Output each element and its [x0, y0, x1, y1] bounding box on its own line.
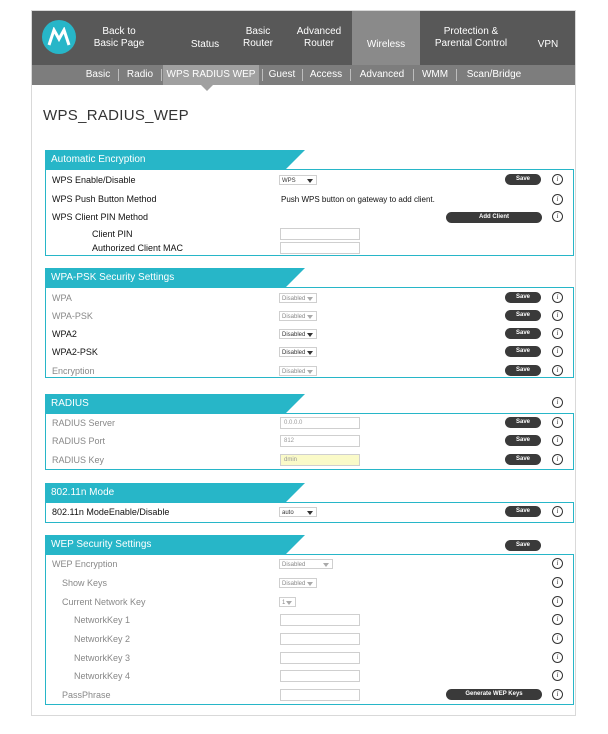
subnav-guest[interactable]: Guest — [268, 69, 296, 80]
section-title: 802.11n Mode — [51, 487, 115, 498]
chevron-down-icon — [323, 563, 329, 567]
save-button-encryption[interactable]: Save — [505, 365, 541, 376]
nav-wireless[interactable] — [352, 11, 420, 65]
nav-basic-router[interactable] — [230, 11, 286, 65]
info-icon[interactable]: i — [552, 558, 563, 569]
select-value: WPS — [282, 178, 296, 184]
header-tab-corner — [285, 150, 305, 170]
authorized-mac-input[interactable] — [280, 242, 360, 254]
wpa-label: WPA — [52, 293, 72, 303]
chevron-down-icon — [307, 297, 313, 301]
select-value: 1 — [282, 600, 286, 606]
info-icon[interactable]: i — [552, 633, 563, 644]
subnav-access[interactable]: Access — [309, 69, 343, 80]
network-key-1-input[interactable] — [280, 614, 360, 626]
info-icon[interactable]: i — [552, 346, 563, 357]
wps-enable-label: WPS Enable/Disable — [52, 175, 136, 185]
radius-port-input[interactable]: 812 — [280, 435, 360, 447]
network-key-4-label: NetworkKey 4 — [74, 671, 131, 681]
section-header-automatic-encryption — [45, 150, 574, 170]
network-key-3-label: NetworkKey 3 — [74, 653, 131, 663]
select-value: Disabled — [282, 332, 306, 338]
network-key-2-input[interactable] — [280, 633, 360, 645]
wpa2-label: WPA2 — [52, 329, 77, 339]
info-icon[interactable]: i — [552, 328, 563, 339]
80211n-mode-select[interactable] — [279, 507, 317, 517]
save-button-wpa-psk[interactable]: Save — [505, 310, 541, 321]
network-key-1-label: NetworkKey 1 — [74, 615, 131, 625]
nav-vpn[interactable] — [528, 11, 568, 65]
subnav-advanced[interactable]: Advanced — [359, 69, 405, 80]
nav-protection-parental[interactable] — [427, 11, 515, 65]
section-header-radius — [45, 394, 574, 414]
wep-encryption-label: WEP Encryption — [52, 559, 118, 569]
nav-status[interactable] — [180, 11, 230, 65]
section-title: Automatic Encryption — [51, 154, 146, 165]
chevron-down-icon — [307, 582, 313, 586]
chevron-down-icon — [307, 511, 313, 515]
subnav-divider — [456, 69, 457, 81]
section-title: WPA-PSK Security Settings — [51, 272, 175, 283]
chevron-down-icon — [307, 351, 313, 355]
network-key-4-input[interactable] — [280, 670, 360, 682]
sub-nav — [32, 65, 575, 85]
save-button-wep[interactable]: Save — [505, 540, 541, 551]
network-key-3-input[interactable] — [280, 652, 360, 664]
wpa2-psk-label: WPA2-PSK — [52, 347, 98, 357]
subnav-radio[interactable]: Radio — [126, 69, 154, 80]
info-icon[interactable]: i — [552, 596, 563, 607]
info-icon[interactable]: i — [552, 614, 563, 625]
info-icon[interactable]: i — [552, 174, 563, 185]
info-icon[interactable]: i — [552, 506, 563, 517]
encryption-label: Encryption — [52, 366, 95, 376]
header-tab-corner — [285, 268, 305, 288]
80211n-mode-label: 802.11n ModeEnable/Disable — [52, 507, 170, 517]
select-value: Disabled — [282, 581, 306, 587]
nav-back-to-basic[interactable] — [84, 11, 154, 65]
nav-label: VPN — [537, 39, 559, 50]
subnav-divider — [302, 69, 303, 81]
current-network-key-select[interactable] — [279, 597, 296, 607]
subnav-divider — [161, 69, 162, 81]
info-icon[interactable]: i — [552, 292, 563, 303]
wpa-select[interactable] — [279, 293, 317, 303]
subnav-divider — [350, 69, 351, 81]
wpa-psk-select[interactable] — [279, 311, 317, 321]
wpa2-select[interactable] — [279, 329, 317, 339]
info-icon[interactable]: i — [552, 310, 563, 321]
save-button-radius-key[interactable]: Save — [505, 454, 541, 465]
select-value: Disabled — [282, 296, 306, 302]
radius-server-label: RADIUS Server — [52, 418, 116, 428]
save-button-radius-port[interactable]: Save — [505, 435, 541, 446]
nav-label: Back to Basic Page — [93, 26, 145, 49]
encryption-select[interactable] — [279, 366, 317, 376]
subnav-wmm[interactable]: WMM — [421, 69, 449, 80]
nav-label: Advanced Router — [296, 26, 342, 49]
save-button-wpa[interactable]: Save — [505, 292, 541, 303]
info-icon[interactable]: i — [552, 194, 563, 205]
header-tab-corner — [285, 394, 305, 414]
header-tab-corner — [285, 483, 305, 503]
select-value: Disabled — [282, 369, 306, 375]
chevron-down-icon — [307, 179, 313, 183]
wep-encryption-select[interactable] — [279, 559, 333, 569]
wpa2-psk-select[interactable] — [279, 347, 317, 357]
select-value: Disabled — [282, 350, 306, 356]
section-header-80211n — [45, 483, 574, 503]
info-icon[interactable]: i — [552, 689, 563, 700]
radius-port-label: RADIUS Port — [52, 436, 106, 446]
header-tab-corner — [285, 535, 305, 555]
authorized-mac-label: Authorized Client MAC — [92, 243, 184, 253]
save-button-wps[interactable]: Save — [505, 174, 541, 185]
wps-enable-select[interactable] — [279, 175, 317, 185]
active-tab-caret — [201, 85, 213, 91]
subnav-wps-radius-wep[interactable]: WPS RADIUS WEP — [163, 65, 259, 85]
generate-wep-keys-button[interactable]: Generate WEP Keys — [446, 689, 542, 700]
section-title: RADIUS — [51, 398, 89, 409]
info-icon[interactable]: i — [552, 577, 563, 588]
nav-advanced-router[interactable] — [286, 11, 352, 65]
info-icon[interactable]: i — [552, 454, 563, 465]
page-title: WPS_RADIUS_WEP — [43, 107, 189, 124]
info-icon[interactable]: i — [552, 435, 563, 446]
passphrase-input[interactable] — [280, 689, 360, 701]
section-title: WEP Security Settings — [51, 539, 152, 550]
subnav-scan-bridge[interactable]: Scan/Bridge — [466, 69, 522, 80]
motorola-logo-icon[interactable] — [42, 20, 76, 54]
chevron-down-icon — [286, 601, 292, 605]
wpa-psk-label: WPA-PSK — [52, 311, 93, 321]
chevron-down-icon — [307, 315, 313, 319]
nav-label: Wireless — [366, 39, 406, 50]
show-keys-select[interactable] — [279, 578, 317, 588]
client-pin-input[interactable] — [280, 228, 360, 240]
current-network-key-label: Current Network Key — [62, 597, 146, 607]
section-header-wep — [45, 535, 574, 555]
nav-label: Protection & Parental Control — [434, 26, 508, 49]
save-button-radius-server[interactable]: Save — [505, 417, 541, 428]
save-button-wpa2-psk[interactable]: Save — [505, 346, 541, 357]
select-value: Disabled — [282, 562, 306, 568]
chevron-down-icon — [307, 333, 313, 337]
info-icon[interactable]: i — [552, 211, 563, 222]
info-icon[interactable]: i — [552, 397, 563, 408]
nav-label: Status — [190, 39, 220, 50]
section-header-wpa-psk — [45, 268, 574, 288]
select-value: auto — [282, 510, 294, 516]
wps-push-hint: Push WPS button on gateway to add client. — [281, 195, 435, 204]
nav-label: Basic Router — [242, 26, 273, 49]
client-pin-label: Client PIN — [92, 229, 133, 239]
subnav-basic[interactable]: Basic — [85, 69, 111, 80]
network-key-2-label: NetworkKey 2 — [74, 634, 131, 644]
passphrase-label: PassPhrase — [62, 690, 111, 700]
wps-client-pin-label: WPS Client PIN Method — [52, 212, 149, 222]
subnav-divider — [118, 69, 119, 81]
info-icon[interactable]: i — [552, 652, 563, 663]
radius-key-label: RADIUS Key — [52, 455, 105, 465]
top-nav — [32, 11, 575, 65]
info-icon[interactable]: i — [552, 365, 563, 376]
show-keys-label: Show Keys — [62, 578, 108, 588]
select-value: Disabled — [282, 314, 306, 320]
add-client-button[interactable]: Add Client — [446, 212, 542, 223]
radius-server-input[interactable]: 0.0.0.0 — [280, 417, 360, 429]
info-icon[interactable]: i — [552, 417, 563, 428]
save-button-wpa2[interactable]: Save — [505, 328, 541, 339]
radius-key-input[interactable]: dmin — [280, 454, 360, 466]
chevron-down-icon — [307, 370, 313, 374]
subnav-divider — [413, 69, 414, 81]
subnav-divider — [262, 69, 263, 81]
wps-push-button-label: WPS Push Button Method — [52, 194, 157, 204]
save-button-80211n[interactable]: Save — [505, 506, 541, 517]
info-icon[interactable]: i — [552, 670, 563, 681]
